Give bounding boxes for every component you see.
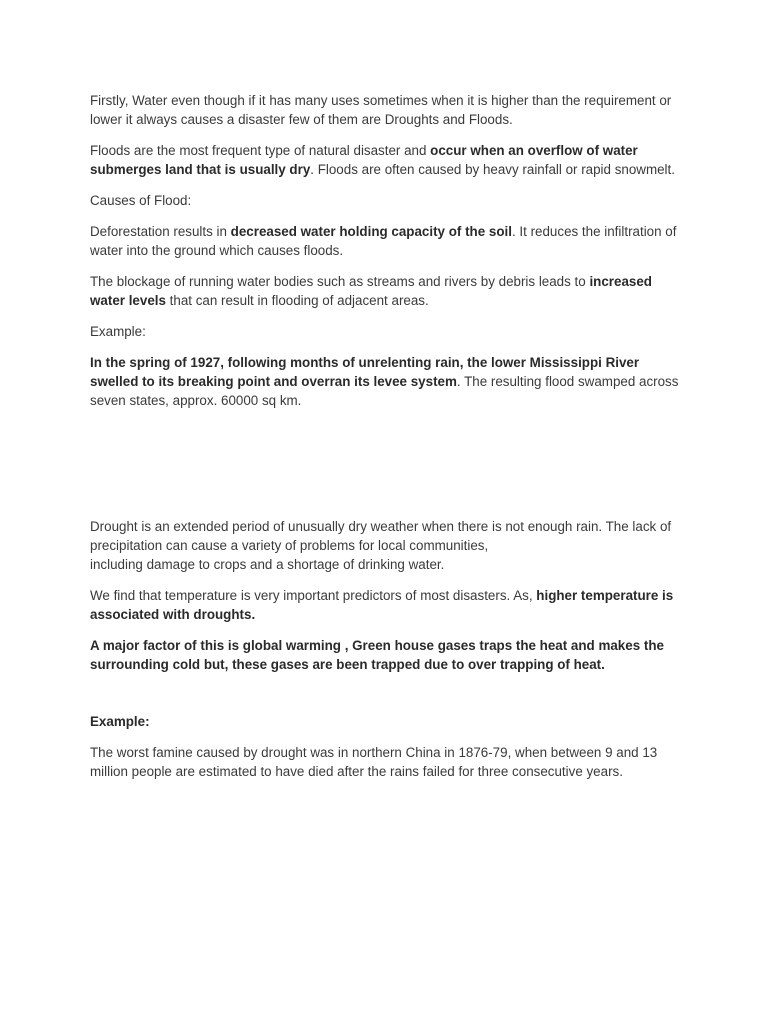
mississippi-paragraph <box>90 353 690 410</box>
temperature-paragraph <box>90 586 690 624</box>
floods-text: Floods are the most frequent type of natural disaster and <box>90 143 431 158</box>
deforestation-text-end: . It reduces the infiltration of water into the ground which causes floods. <box>90 224 677 258</box>
famine-paragraph <box>90 743 690 781</box>
example-label-floods-text: Example: <box>90 324 146 339</box>
example-label-drought-text: Example: <box>90 714 150 729</box>
floods-text-end: . Floods are often caused by heavy rainfall or rapid snowmelt. <box>310 162 675 177</box>
deforestation-paragraph <box>90 222 690 260</box>
floods-paragraph <box>90 141 690 179</box>
example-label-drought <box>90 712 690 731</box>
blockage-text: The blockage of running water bodies such as streams and rivers by debris leads to <box>90 274 590 289</box>
drought-text-line1: Drought is an extended period of unusually dry weather when there is not enough rain. The lack of precipitation can cause a variety of problems for local communities, <box>90 519 672 553</box>
document-body <box>90 91 690 781</box>
global-warming-text: A major factor of this is global warming , Green house gases traps the heat and makes the surrounding cold but, these gases are been trapped due to over trapping of heat. <box>90 638 664 672</box>
causes-heading-text: Causes of Flood: <box>90 193 192 208</box>
temperature-emphasis: higher temperature is associated with droughts. <box>90 588 674 622</box>
drought-paragraph <box>90 517 690 574</box>
drought-text-line2: including damage to crops and a shortage of drinking water. <box>90 557 445 572</box>
example-label-floods <box>90 322 690 341</box>
global-warming-paragraph <box>90 636 690 674</box>
blockage-paragraph <box>90 272 690 310</box>
intro-paragraph <box>90 91 690 129</box>
deforestation-emphasis: decreased water holding capacity of the soil <box>230 224 512 239</box>
floods-emphasis: occur when an overflow of water submerges land that is usually dry <box>90 143 638 177</box>
intro-text: Firstly, Water even though if it has many uses sometimes when it is higher than the requirement or lower it always causes a disaster few of them are Droughts and Floods. <box>90 93 672 127</box>
deforestation-text: Deforestation results in <box>90 224 231 239</box>
mississippi-emphasis: In the spring of 1927, following months of unrelenting rain, the lower Mississippi River swelled to its breaking point and overran its levee system <box>90 355 640 389</box>
temperature-text: We find that temperature is very important predictors of most disasters. As, <box>90 588 537 603</box>
blockage-emphasis: increased water levels <box>90 274 652 308</box>
causes-heading <box>90 191 690 210</box>
blockage-text-end: that can result in flooding of adjacent areas. <box>165 293 429 308</box>
mississippi-text-end: . The resulting flood swamped across seven states, approx. 60000 sq km. <box>90 374 679 408</box>
famine-text: The worst famine caused by drought was in northern China in 1876-79, when between 9 and 13 million people are estimated to have died after the rains failed for three consecutive years. <box>90 745 658 779</box>
